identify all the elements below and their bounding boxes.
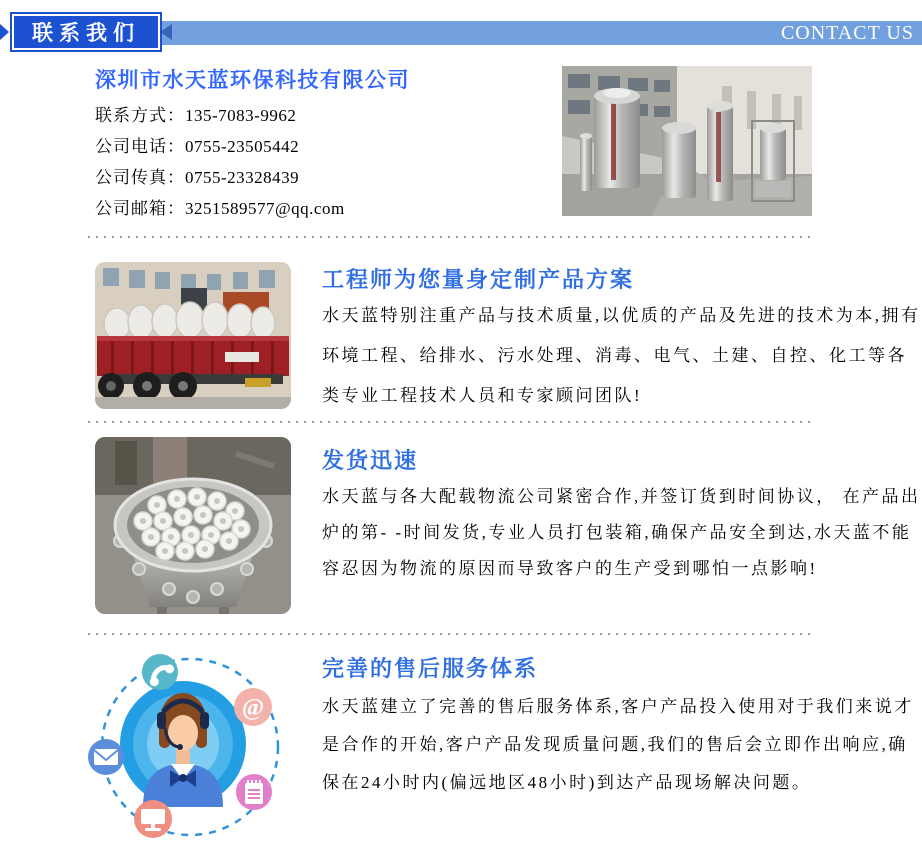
phone-icon — [142, 654, 178, 690]
section-heading-fast-shipping: 发货迅速 — [322, 448, 419, 473]
contact-label: 公司传真： — [95, 168, 185, 187]
section-body-fast-shipping: 水天蓝与各大配载物流公司紧密合作,并签订货到时间协议， 在产品出炉的第- -时间发货,专业人员打包装箱,确保产品安全到达,水天蓝不能容忍因为物流的原因而导致客户的生产受到哪怕一点影响! — [322, 487, 921, 578]
monitor-icon — [134, 800, 172, 838]
dotted-divider — [88, 633, 815, 635]
at-icon — [234, 688, 272, 726]
contact-label: 公司电话： — [95, 137, 185, 156]
customer-service-illustration — [85, 640, 295, 848]
page-title: 联系我们 — [14, 16, 158, 48]
contact-info-list — [95, 100, 345, 224]
contact-value: 0755-23328439 — [185, 168, 300, 187]
envelope-icon — [88, 739, 124, 775]
contact-row-email — [95, 193, 345, 224]
section-body-after-sales: 水天蓝建立了完善的售后服务体系,客户产品投入使用对于我们来说才是合作的开始,客户产品发现质量问题,我们的售后会立即作出响应,确保在24小时内(偏远地区48小时)到达产品现场解决问题。 — [322, 697, 914, 792]
page-title-box — [10, 12, 162, 52]
contact-label: 公司邮箱： — [95, 199, 185, 218]
section-heading-after-sales: 完善的售后服务体系 — [322, 656, 539, 681]
contact-value: 135-7083-9962 — [185, 106, 297, 125]
left-arrow-icon — [0, 24, 9, 40]
notepad-icon — [236, 774, 272, 810]
contact-row-tel — [95, 131, 345, 162]
contact-row-phone — [95, 100, 345, 131]
page-title-en: CONTACT US — [780, 22, 914, 44]
factory-equipment-photo — [562, 66, 812, 216]
filter-vessel-photo — [95, 437, 291, 614]
company-name: 深圳市水天蓝环保科技有限公司 — [95, 68, 410, 92]
contact-value: 3251589577@qq.com — [185, 199, 345, 218]
section-heading-custom-solutions: 工程师为您量身定制产品方案 — [322, 267, 635, 292]
contact-value: 0755-23505442 — [185, 137, 300, 156]
dotted-divider — [88, 421, 815, 423]
dotted-divider — [88, 236, 815, 238]
contact-label: 联系方式： — [95, 106, 185, 125]
header-bar — [158, 21, 922, 45]
truck-photo — [95, 262, 291, 409]
section-body-custom-solutions: 水天蓝特别注重产品与技术质量,以优质的产品及先进的技术为本,拥有环境工程、给排水、污水处理、消毒、电气、土建、自控、化工等各类专业工程技术人员和专家顾问团队! — [322, 306, 921, 405]
svg-text:@: @ — [241, 695, 265, 721]
contact-row-fax — [95, 162, 345, 193]
